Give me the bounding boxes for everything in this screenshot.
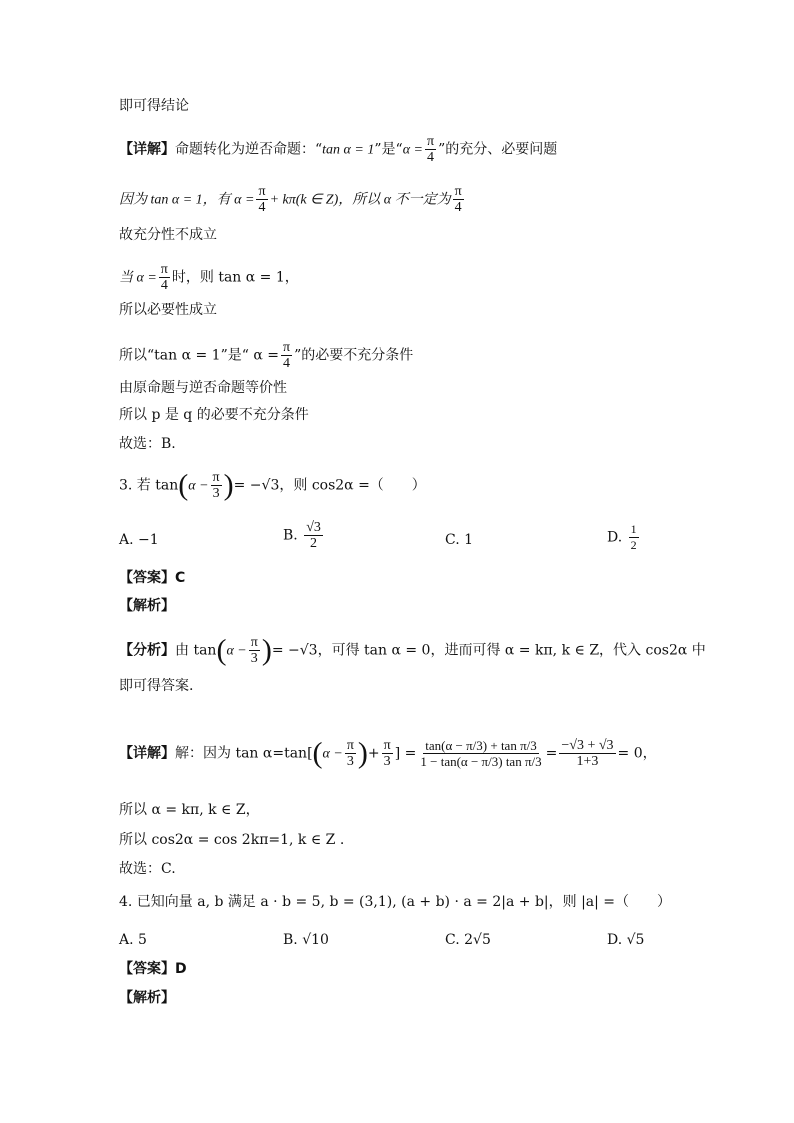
numerator: π [160,262,168,277]
text-line: 即可得结论 [119,98,189,114]
analysis-tag: 【分析】 [119,642,175,659]
detail-line [119,738,657,769]
denominator: 4 [427,150,435,165]
question-4-stem: 4. 已知向量 a, b 满足 a · b = 5, b = (3,1), (a + b) · a = 2|a + b|，则 |a| =（ ） [119,894,672,910]
option-b: B. √10 [283,932,329,948]
text: 由 tan [175,642,217,659]
text: 解：因为 tan α=tan[ [175,745,313,762]
text: = 0， [617,745,657,762]
numerator: −√3 + √3 [561,738,614,753]
option-a: A. −1 [119,532,159,548]
analysis-label: 【解析】 [119,990,175,1006]
fraction [425,134,436,165]
numerator: π [346,738,354,753]
answer-label: 【答案】C [119,570,186,586]
paren: ) [357,736,368,770]
text-line [119,184,466,215]
option-label: D. [607,529,623,546]
text-line: 故选：B. [119,436,176,452]
text: 命题转化为逆否命题：“ [175,141,323,158]
fraction [159,262,170,293]
text: = −√3，可得 tan α = 0，进而可得 α = kπ, k ∈ Z，代入 cos2α 中 [271,642,706,659]
fraction [256,184,267,215]
text-line: 故选：C. [119,861,176,877]
denominator: 1+3 [576,754,599,769]
text-line: 所以 α = kπ, k ∈ Z， [119,802,260,818]
math: α − [322,746,343,762]
detail-tag: 【详解】 [119,141,175,158]
fraction [281,340,292,371]
numerator: π [250,635,258,650]
text-line: 所以必要性成立 [119,302,217,318]
text: = [545,745,558,762]
denominator: 2 [630,538,637,552]
fraction [211,470,222,501]
denominator: 3 [250,651,258,666]
math: 因为 tan α = 1，有 α = [119,192,255,208]
text: 时，则 tan α = 1， [171,269,299,286]
text: + [367,745,380,762]
text: = −√3，则 cos2α =（ ） [233,477,426,494]
denominator: 4 [258,200,266,215]
fraction [453,184,464,215]
option-c: C. 1 [445,532,474,548]
denominator: 4 [160,278,168,293]
paren: ( [178,468,189,502]
fraction [629,522,639,553]
option-a: A. 5 [119,932,147,948]
option-d: D. √5 [607,932,645,948]
analysis-label: 【解析】 [119,598,175,614]
paren: ( [312,736,323,770]
text-line: 故充分性不成立 [119,227,217,243]
denominator: 3 [383,754,391,769]
numerator: √3 [306,520,321,535]
fraction [382,738,393,769]
numerator: π [426,134,435,149]
option-label: B. [283,527,298,544]
text-line [119,340,413,371]
math: + kπ(k ∈ Z)，所以 α 不一定为 [269,192,451,208]
answer-label: 【答案】D [119,961,187,977]
math: tan α = 1 [322,142,375,158]
option-c: C. 2√5 [445,932,491,948]
fraction [249,635,260,666]
big-fraction [418,738,543,769]
numerator: π [212,470,220,485]
denominator: 3 [212,486,220,501]
math: α = [402,142,423,158]
text: 3. 若 tan [119,477,179,494]
analysis-line [119,635,706,666]
detail-line [119,134,557,165]
text-line: 所以 cos2α = cos 2kπ=1, k ∈ Z . [119,832,345,848]
denominator: 4 [454,200,462,215]
math: α − [188,478,209,494]
option-b [283,520,325,551]
math: 当 α = [119,270,157,286]
text: ”的必要不充分条件 [294,347,414,364]
numerator: π [258,184,266,199]
question-3-stem [119,470,426,501]
option-d [607,522,641,553]
text: 所以“tan α = 1”是“ α = [119,347,279,364]
numerator: π [283,340,291,355]
text: ] = [394,745,417,762]
text-line: 所以 p 是 q 的必要不充分条件 [119,407,309,423]
fraction [559,738,615,769]
text: ”是“ [374,141,403,158]
detail-tag: 【详解】 [119,745,175,762]
text-line [119,262,299,293]
text-line: 即可得答案. [119,678,194,694]
text-line: 由原命题与逆否命题等价性 [119,380,287,396]
numerator: π [383,738,391,753]
paren: ) [223,468,234,502]
denominator: 3 [346,754,354,769]
denominator: 2 [310,536,318,551]
text: ”的充分、必要问题 [438,141,558,158]
numerator: tan(α − π/3) + tan π/3 [425,738,537,753]
denominator: 4 [283,356,291,371]
paren: ) [261,633,272,667]
fraction [304,520,323,551]
math: α − [226,643,247,659]
paren: ( [216,633,227,667]
fraction [345,738,356,769]
denominator: 1 − tan(α − π/3) tan π/3 [420,754,542,769]
numerator: π [454,184,462,199]
numerator: 1 [630,522,637,536]
